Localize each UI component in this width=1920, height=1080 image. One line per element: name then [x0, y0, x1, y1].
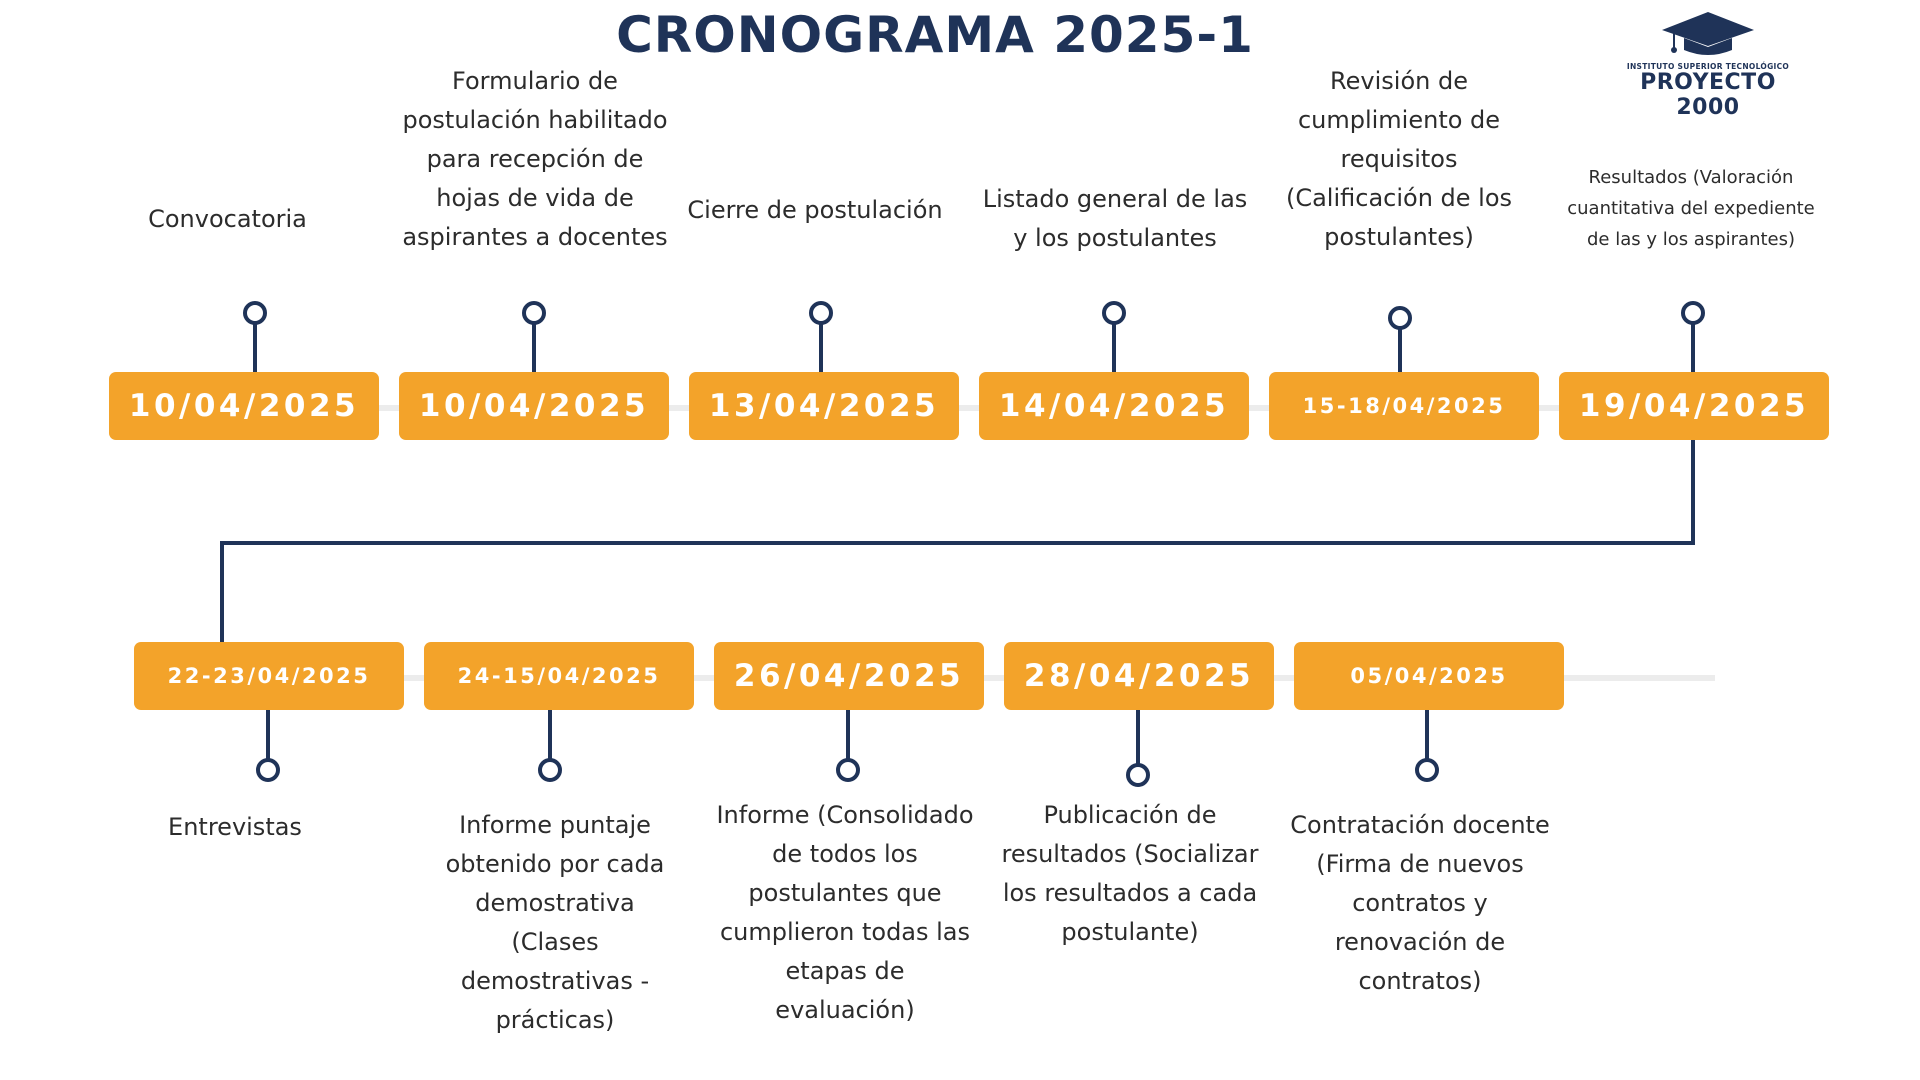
milestone-label: Entrevistas — [168, 813, 302, 841]
milestone-label: Listado general de las y los postulantes — [982, 185, 1248, 252]
date-box: 22-23/04/2025 — [134, 642, 404, 710]
row2-pins — [258, 710, 1437, 785]
milestone-label: Cierre de postulación — [687, 196, 943, 224]
milestone-label: Informe puntaje obtenido por cada demostrativa (Clases demostrativas - prácticas) — [445, 811, 665, 1034]
date-box: 10/04/2025 — [399, 372, 669, 440]
date-box: 19/04/2025 — [1559, 372, 1829, 440]
date-box: 15-18/04/2025 — [1269, 372, 1539, 440]
date-box: 13/04/2025 — [689, 372, 959, 440]
milestone-label: Publicación de resultados (Socializar los resultados a cada postulante) — [1001, 801, 1259, 946]
page-title: CRONOGRAMA 2025-1 — [616, 6, 1254, 64]
milestone-label: Contratación docente (Firma de nuevos contratos y renovación de contratos) — [1290, 811, 1550, 995]
date-box: 24-15/04/2025 — [424, 642, 694, 710]
date-box: 28/04/2025 — [1004, 642, 1274, 710]
milestone-label: Informe (Consolidado de todos los postulantes que cumplieron todas las etapas de evaluación) — [716, 801, 974, 1024]
date-box: 14/04/2025 — [979, 372, 1249, 440]
milestone-label: Revisión de cumplimiento de requisitos (Calificación de los postulantes) — [1285, 67, 1513, 251]
date-box: 26/04/2025 — [714, 642, 984, 710]
milestone-label: Resultados (Valoración cuantitativa del expediente de las y los aspirantes) — [1567, 167, 1815, 250]
row-connector — [222, 440, 1693, 648]
date-box: 05/04/2025 — [1294, 642, 1564, 710]
row1-pins — [245, 303, 1703, 372]
milestone-label: Convocatoria — [148, 205, 307, 233]
logo-subtitle: INSTITUTO SUPERIOR TECNOLÓGICO — [1626, 62, 1790, 71]
date-box: 10/04/2025 — [109, 372, 379, 440]
logo-name: PROYECTO 2000 — [1640, 70, 1776, 120]
milestone-label: Formulario de postulación habilitado para recepción de hojas de vida de aspirantes a docentes — [402, 67, 668, 251]
